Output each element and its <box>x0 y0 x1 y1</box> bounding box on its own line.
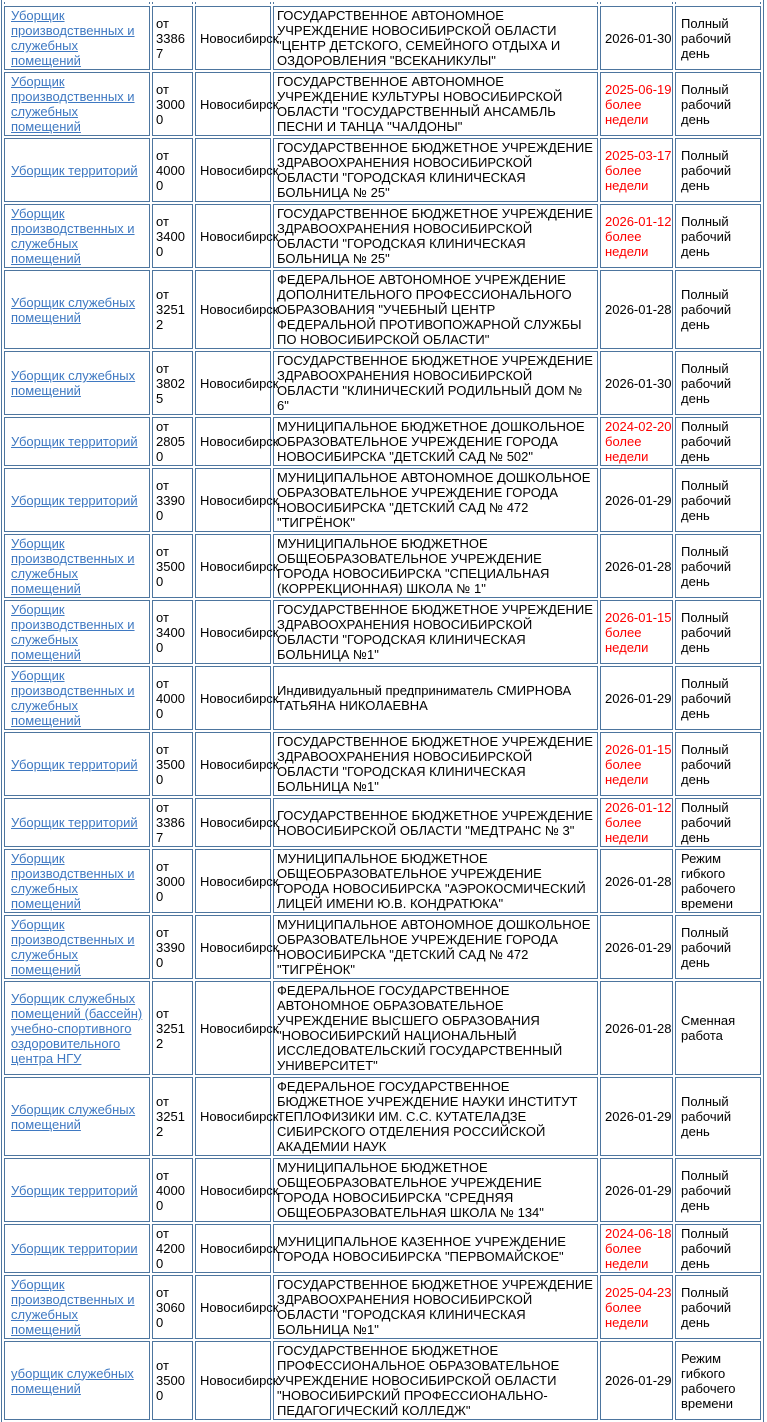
overdue-note-label: более недели <box>605 96 649 127</box>
vacancy-title-cell <box>4 534 150 598</box>
salary-cell: от 30600 <box>152 1275 193 1339</box>
vacancy-title-cell <box>4 1077 150 1156</box>
vacancy-title-link[interactable]: Уборщик служебных помещений <box>11 1101 136 1132</box>
overdue-note-label: более недели <box>605 1299 649 1330</box>
vacancy-row <box>4 72 761 136</box>
vacancy-title-cell <box>4 138 150 202</box>
salary-cell: от 40000 <box>152 666 193 730</box>
date-cell <box>600 138 673 202</box>
date-value: 2026-01-12 <box>605 213 672 229</box>
date-cell <box>600 270 673 349</box>
schedule-cell: Полный рабочий день <box>675 666 761 730</box>
vacancy-title-cell <box>4 417 150 466</box>
vacancy-title-link[interactable]: Уборщик производственных и служебных помещений <box>11 851 135 911</box>
vacancy-title-cell <box>4 915 150 979</box>
schedule-cell: Полный рабочий день <box>675 72 761 136</box>
vacancy-title-link[interactable]: Уборщик территорий <box>11 1182 138 1198</box>
date-value: 2025-04-23 <box>605 1284 672 1300</box>
salary-cell: от 30000 <box>152 72 193 136</box>
vacancy-title-link[interactable]: Уборщик территорий <box>11 815 138 830</box>
schedule-cell: Полный рабочий день <box>675 1077 761 1156</box>
vacancy-title-cell <box>4 468 150 532</box>
vacancy-title-link[interactable]: Уборщик служебных помещений <box>11 294 136 325</box>
date-cell <box>600 1275 673 1339</box>
employer-cell: Индивидуальный предприниматель СМИРНОВА ТАТЬЯНА НИКОЛАЕВНА <box>273 666 598 730</box>
vacancy-table-body <box>4 2 761 1420</box>
employer-cell: ГОСУДАРСТВЕННОЕ БЮДЖЕТНОЕ УЧРЕЖДЕНИЕ ЗДРАВООХРАНЕНИЯ НОВОСИБИРСКОЙ ОБЛАСТИ "КЛИНИЧЕСКИЙ РОДИЛЬНЫЙ ДОМ № 6" <box>273 351 598 415</box>
overdue-note-label: более недели <box>605 624 649 655</box>
salary-cell: от 32512 <box>152 270 193 349</box>
overdue-note-label: более недели <box>605 815 649 845</box>
employer-cell: МУНИЦИПАЛЬНОЕ БЮДЖЕТНОЕ ДОШКОЛЬНОЕ ОБРАЗОВАТЕЛЬНОЕ УЧРЕЖДЕНИЕ ГОРОДА НОВОСИБИРСКА "ДЕТСКИЙ САД № 502" <box>273 417 598 466</box>
date-value: 2026-01-29 <box>605 1373 672 1388</box>
salary-cell: от 33867 <box>152 6 193 70</box>
cutoff-cell <box>152 2 193 4</box>
vacancy-title-link[interactable]: Уборщик производственных и служебных помещений <box>11 1277 135 1337</box>
employer-cell: ГОСУДАРСТВЕННОЕ БЮДЖЕТНОЕ УЧРЕЖДЕНИЕ ЗДРАВООХРАНЕНИЯ НОВОСИБИРСКОЙ ОБЛАСТИ "ГОРОДСКАЯ КЛИНИЧЕСКАЯ БОЛЬНИЦА №1" <box>273 1275 598 1339</box>
overdue-note-label: более недели <box>605 756 649 787</box>
city-cell: Новосибирск <box>195 204 271 268</box>
date-cell <box>600 204 673 268</box>
vacancy-title-link[interactable]: Уборщик территорий <box>11 756 138 772</box>
cutoff-cell <box>4 2 150 4</box>
vacancy-title-cell <box>4 351 150 415</box>
city-cell: Новосибирск <box>195 72 271 136</box>
date-value: 2026-01-28 <box>605 558 672 574</box>
schedule-cell: Режим гибкого рабочего времени <box>675 1341 761 1420</box>
employer-cell: МУНИЦИПАЛЬНОЕ БЮДЖЕТНОЕ ОБЩЕОБРАЗОВАТЕЛЬНОЕ УЧРЕЖДЕНИЕ ГОРОДА НОВОСИБИРСКА "СРЕДНЯЯ ОБЩЕОБРАЗОВАТЕЛЬНАЯ ШКОЛА № 134" <box>273 1158 598 1222</box>
date-value: 2026-01-29 <box>605 939 672 955</box>
salary-cell: от 38025 <box>152 351 193 415</box>
city-cell: Новосибирск <box>195 270 271 349</box>
salary-cell: от 35000 <box>152 534 193 598</box>
date-value: 2026-01-15 <box>605 609 672 625</box>
salary-cell: от 33900 <box>152 468 193 532</box>
date-cell <box>600 1158 673 1222</box>
date-value: 2026-01-28 <box>605 302 672 317</box>
city-cell: Новосибирск <box>195 915 271 979</box>
date-cell <box>600 468 673 532</box>
vacancy-title-link[interactable]: Уборщик территорий <box>11 434 138 449</box>
city-cell: Новосибирск <box>195 468 271 532</box>
salary-cell: от 42000 <box>152 1224 193 1273</box>
date-value: 2024-06-18 <box>605 1226 672 1241</box>
salary-cell: от 35000 <box>152 1341 193 1420</box>
employer-cell: ГОСУДАРСТВЕННОЕ БЮДЖЕТНОЕ УЧРЕЖДЕНИЕ ЗДРАВООХРАНЕНИЯ НОВОСИБИРСКОЙ ОБЛАСТИ "ГОРОДСКАЯ КЛИНИЧЕСКАЯ БОЛЬНИЦА №1" <box>273 732 598 796</box>
date-value: 2026-01-28 <box>605 873 672 889</box>
schedule-cell: Полный рабочий день <box>675 417 761 466</box>
salary-cell: от 30000 <box>152 849 193 913</box>
vacancy-row <box>4 600 761 664</box>
city-cell: Новосибирск <box>195 798 271 847</box>
vacancy-title-link[interactable]: Уборщик территорий <box>11 162 138 178</box>
date-cell <box>600 1224 673 1273</box>
vacancy-row <box>4 981 761 1075</box>
employer-cell: МУНИЦИПАЛЬНОЕ БЮДЖЕТНОЕ ОБЩЕОБРАЗОВАТЕЛЬНОЕ УЧРЕЖДЕНИЕ ГОРОДА НОВОСИБИРСКА "СПЕЦИАЛЬНАЯ (КОРРЕКЦИОННАЯ) ШКОЛА № 1" <box>273 534 598 598</box>
employer-cell: МУНИЦИПАЛЬНОЕ КАЗЕННОЕ УЧРЕЖДЕНИЕ ГОРОДА НОВОСИБИРСКА "ПЕРВОМАЙСКОЕ" <box>273 1224 598 1273</box>
city-cell: Новосибирск <box>195 6 271 70</box>
salary-cell: от 28050 <box>152 417 193 466</box>
vacancy-title-link[interactable]: Уборщик служебных помещений <box>11 368 136 398</box>
schedule-cell: Полный рабочий день <box>675 204 761 268</box>
employer-cell: ГОСУДАРСТВЕННОЕ АВТОНОМНОЕ УЧРЕЖДЕНИЕ НОВОСИБИРСКОЙ ОБЛАСТИ "ЦЕНТР ДЕТСКОГО, СЕМЕЙНОГО ОТДЫХА И ОЗДОРОВЛЕНИЯ "ВСЕКАНИКУЛЫ" <box>273 6 598 70</box>
vacancy-title-cell <box>4 270 150 349</box>
vacancy-title-cell <box>4 1341 150 1420</box>
vacancy-title-cell <box>4 600 150 664</box>
vacancy-title-cell <box>4 6 150 70</box>
date-cell <box>600 915 673 979</box>
vacancy-title-link[interactable]: уборщик служебных помещений <box>11 1365 134 1396</box>
schedule-cell: Режим гибкого рабочего времени <box>675 849 761 913</box>
cutoff-row-top <box>4 2 761 4</box>
schedule-cell: Полный рабочий день <box>675 534 761 598</box>
vacancy-title-link[interactable]: Уборщик территории <box>11 1241 138 1256</box>
employer-cell: ГОСУДАРСТВЕННОЕ АВТОНОМНОЕ УЧРЕЖДЕНИЕ КУЛЬТУРЫ НОВОСИБИРСКОЙ ОБЛАСТИ "ГОСУДАРСТВЕННЫЙ АНСАМБЛЬ ПЕСНИ И ТАНЦА "ЧАЛДОНЫ" <box>273 72 598 136</box>
overdue-note-label: более недели <box>605 162 649 193</box>
vacancy-row <box>4 1224 761 1273</box>
employer-cell: МУНИЦИПАЛЬНОЕ БЮДЖЕТНОЕ ОБЩЕОБРАЗОВАТЕЛЬНОЕ УЧРЕЖДЕНИЕ ГОРОДА НОВОСИБИРСКА "АЭРОКОСМИЧЕСКИЙ ЛИЦЕЙ ИМЕНИ Ю.В. КОНДРАТЮКА" <box>273 849 598 913</box>
date-cell <box>600 732 673 796</box>
date-cell <box>600 534 673 598</box>
employer-cell: ФЕДЕРАЛЬНОЕ ГОСУДАРСТВЕННОЕ БЮДЖЕТНОЕ УЧРЕЖДЕНИЕ НАУКИ ИНСТИТУТ ТЕПЛОФИЗИКИ ИМ. С.С. КУТАТЕЛАДЗЕ СИБИРСКОГО ОТДЕЛЕНИЯ РОССИЙСКОЙ АКАДЕМИИ НАУК <box>273 1077 598 1156</box>
vacancy-title-link[interactable]: Уборщик производственных и служебных помещений <box>11 536 135 596</box>
schedule-cell: Полный рабочий день <box>675 351 761 415</box>
date-cell <box>600 351 673 415</box>
vacancy-row <box>4 1341 761 1420</box>
city-cell: Новосибирск <box>195 1158 271 1222</box>
date-cell <box>600 849 673 913</box>
city-cell: Новосибирск <box>195 138 271 202</box>
date-value: 2025-03-17 <box>605 147 672 163</box>
date-value: 2026-01-12 <box>605 800 672 815</box>
vacancy-row <box>4 6 761 70</box>
vacancy-row <box>4 468 761 532</box>
city-cell: Новосибирск <box>195 981 271 1075</box>
city-cell: Новосибирск <box>195 1341 271 1420</box>
date-value: 2026-01-29 <box>605 1182 672 1198</box>
vacancy-title-link[interactable]: Уборщик производственных и служебных помещений <box>11 206 135 266</box>
date-cell <box>600 1341 673 1420</box>
city-cell: Новосибирск <box>195 1077 271 1156</box>
schedule-cell: Полный рабочий день <box>675 6 761 70</box>
vacancy-row <box>4 204 761 268</box>
employer-cell: МУНИЦИПАЛЬНОЕ АВТОНОМНОЕ ДОШКОЛЬНОЕ ОБРАЗОВАТЕЛЬНОЕ УЧРЕЖДЕНИЕ ГОРОДА НОВОСИБИРСКА "ДЕТСКИЙ САД № 472 "ТИГРЁНОК" <box>273 468 598 532</box>
city-cell: Новосибирск <box>195 666 271 730</box>
schedule-cell: Полный рабочий день <box>675 798 761 847</box>
schedule-cell: Полный рабочий день <box>675 1158 761 1222</box>
vacancy-title-link[interactable]: Уборщик производственных и служебных помещений <box>11 668 135 728</box>
vacancy-title-cell <box>4 666 150 730</box>
schedule-cell: Полный рабочий день <box>675 600 761 664</box>
date-value: 2026-01-15 <box>605 741 672 757</box>
schedule-cell: Полный рабочий день <box>675 732 761 796</box>
vacancy-row <box>4 915 761 979</box>
vacancy-row <box>4 351 761 415</box>
vacancy-row <box>4 1275 761 1339</box>
vacancy-title-cell <box>4 849 150 913</box>
date-cell <box>600 6 673 70</box>
city-cell: Новосибирск <box>195 600 271 664</box>
salary-cell: от 32512 <box>152 1077 193 1156</box>
cutoff-cell <box>675 2 761 4</box>
cutoff-cell <box>600 2 673 4</box>
date-value: 2024-02-20 <box>605 419 672 434</box>
date-cell <box>600 600 673 664</box>
date-cell <box>600 798 673 847</box>
date-cell <box>600 1077 673 1156</box>
date-value: 2025-06-19 <box>605 81 672 97</box>
vacancy-title-cell <box>4 732 150 796</box>
date-cell <box>600 72 673 136</box>
city-cell: Новосибирск <box>195 849 271 913</box>
vacancy-row <box>4 270 761 349</box>
vacancy-table <box>1 0 764 1422</box>
date-cell <box>600 417 673 466</box>
salary-cell: от 40000 <box>152 1158 193 1222</box>
employer-cell: ГОСУДАРСТВЕННОЕ БЮДЖЕТНОЕ УЧРЕЖДЕНИЕ ЗДРАВООХРАНЕНИЯ НОВОСИБИРСКОЙ ОБЛАСТИ "ГОРОДСКАЯ КЛИНИЧЕСКАЯ БОЛЬНИЦА №1" <box>273 600 598 664</box>
date-cell <box>600 666 673 730</box>
schedule-cell: Полный рабочий день <box>675 138 761 202</box>
date-value: 2026-01-28 <box>605 1020 672 1036</box>
date-value: 2026-01-29 <box>605 690 672 706</box>
vacancy-row <box>4 732 761 796</box>
date-value: 2026-01-30 <box>605 30 672 46</box>
vacancy-title-link[interactable]: Уборщик производственных и служебных помещений <box>11 602 135 662</box>
salary-cell: от 32512 <box>152 981 193 1075</box>
city-cell: Новосибирск <box>195 417 271 466</box>
salary-cell: от 40000 <box>152 138 193 202</box>
vacancy-title-link[interactable]: Уборщик служебных помещений (бассейн) учебно-спортивного оздоровительного центра НГУ <box>11 990 143 1066</box>
employer-cell: ГОСУДАРСТВЕННОЕ БЮДЖЕТНОЕ УЧРЕЖДЕНИЕ ЗДРАВООХРАНЕНИЯ НОВОСИБИРСКОЙ ОБЛАСТИ "ГОРОДСКАЯ КЛИНИЧЕСКАЯ БОЛЬНИЦА № 25" <box>273 204 598 268</box>
cutoff-cell <box>195 2 271 4</box>
vacancy-row <box>4 534 761 598</box>
vacancy-row <box>4 1158 761 1222</box>
cutoff-cell <box>273 2 598 4</box>
vacancy-title-cell <box>4 1224 150 1273</box>
overdue-note-label: более недели <box>605 434 649 464</box>
employer-cell: ФЕДЕРАЛЬНОЕ ГОСУДАРСТВЕННОЕ АВТОНОМНОЕ ОБРАЗОВАТЕЛЬНОЕ УЧРЕЖДЕНИЕ ВЫСШЕГО ОБРАЗОВАНИЯ "НОВОСИБИРСКИЙ НАЦИОНАЛЬНЫЙ ИССЛЕДОВАТЕЛЬСКИЙ ГОСУДАРСТВЕННЫЙ УНИВЕРСИТЕТ" <box>273 981 598 1075</box>
employer-cell: ФЕДЕРАЛЬНОЕ АВТОНОМНОЕ УЧРЕЖДЕНИЕ ДОПОЛНИТЕЛЬНОГО ПРОФЕССИОНАЛЬНОГО ОБРАЗОВАНИЯ "УЧЕБНЫЙ ЦЕНТР ФЕДЕРАЛЬНОЙ ПРОТИВОПОЖАРНОЙ СЛУЖБЫ ПО НОВОСИБИРСКОЙ ОБЛАСТИ" <box>273 270 598 349</box>
salary-cell: от 34000 <box>152 600 193 664</box>
vacancy-row <box>4 138 761 202</box>
employer-cell: ГОСУДАРСТВЕННОЕ БЮДЖЕТНОЕ УЧРЕЖДЕНИЕ НОВОСИБИРСКОЙ ОБЛАСТИ "МЕДТРАНС № 3" <box>273 798 598 847</box>
schedule-cell: Полный рабочий день <box>675 468 761 532</box>
date-value: 2026-01-29 <box>605 1109 672 1124</box>
salary-cell: от 35000 <box>152 732 193 796</box>
vacancy-title-cell <box>4 1275 150 1339</box>
employer-cell: МУНИЦИПАЛЬНОЕ АВТОНОМНОЕ ДОШКОЛЬНОЕ ОБРАЗОВАТЕЛЬНОЕ УЧРЕЖДЕНИЕ ГОРОДА НОВОСИБИРСКА "ДЕТСКИЙ САД № 472 "ТИГРЁНОК" <box>273 915 598 979</box>
schedule-cell: Полный рабочий день <box>675 915 761 979</box>
schedule-cell: Полный рабочий день <box>675 270 761 349</box>
overdue-note-label: более недели <box>605 1241 649 1271</box>
employer-cell: ГОСУДАРСТВЕННОЕ БЮДЖЕТНОЕ ПРОФЕССИОНАЛЬНОЕ ОБРАЗОВАТЕЛЬНОЕ УЧРЕЖДЕНИЕ НОВОСИБИРСКОЙ ОБЛАСТИ "НОВОСИБИРСКИЙ ПРОФЕССИОНАЛЬНО-ПЕДАГОГИЧЕСКИЙ КОЛЛЕДЖ" <box>273 1341 598 1420</box>
schedule-cell: Полный рабочий день <box>675 1224 761 1273</box>
city-cell: Новосибирск <box>195 534 271 598</box>
vacancy-title-cell <box>4 798 150 847</box>
city-cell: Новосибирск <box>195 1224 271 1273</box>
schedule-cell: Полный рабочий день <box>675 1275 761 1339</box>
vacancy-title-cell <box>4 981 150 1075</box>
date-value: 2026-01-30 <box>605 375 672 391</box>
date-value: 2026-01-29 <box>605 492 672 508</box>
schedule-cell: Сменная работа <box>675 981 761 1075</box>
employer-cell: ГОСУДАРСТВЕННОЕ БЮДЖЕТНОЕ УЧРЕЖДЕНИЕ ЗДРАВООХРАНЕНИЯ НОВОСИБИРСКОЙ ОБЛАСТИ "ГОРОДСКАЯ КЛИНИЧЕСКАЯ БОЛЬНИЦА № 25" <box>273 138 598 202</box>
salary-cell: от 33900 <box>152 915 193 979</box>
date-cell <box>600 981 673 1075</box>
vacancy-row <box>4 849 761 913</box>
vacancy-row <box>4 1077 761 1156</box>
vacancy-row <box>4 666 761 730</box>
vacancy-title-cell <box>4 72 150 136</box>
salary-cell: от 33867 <box>152 798 193 847</box>
city-cell: Новосибирск <box>195 351 271 415</box>
vacancy-title-link[interactable]: Уборщик производственных и служебных помещений <box>11 917 135 977</box>
vacancy-row <box>4 417 761 466</box>
city-cell: Новосибирск <box>195 1275 271 1339</box>
vacancy-row <box>4 798 761 847</box>
vacancy-title-link[interactable]: Уборщик территорий <box>11 492 138 508</box>
overdue-note-label: более недели <box>605 228 649 259</box>
vacancy-title-link[interactable]: Уборщик производственных и служебных помещений <box>11 8 135 68</box>
city-cell: Новосибирск <box>195 732 271 796</box>
vacancy-title-cell <box>4 204 150 268</box>
salary-cell: от 34000 <box>152 204 193 268</box>
vacancy-title-cell <box>4 1158 150 1222</box>
vacancy-title-link[interactable]: Уборщик производственных и служебных помещений <box>11 74 135 134</box>
